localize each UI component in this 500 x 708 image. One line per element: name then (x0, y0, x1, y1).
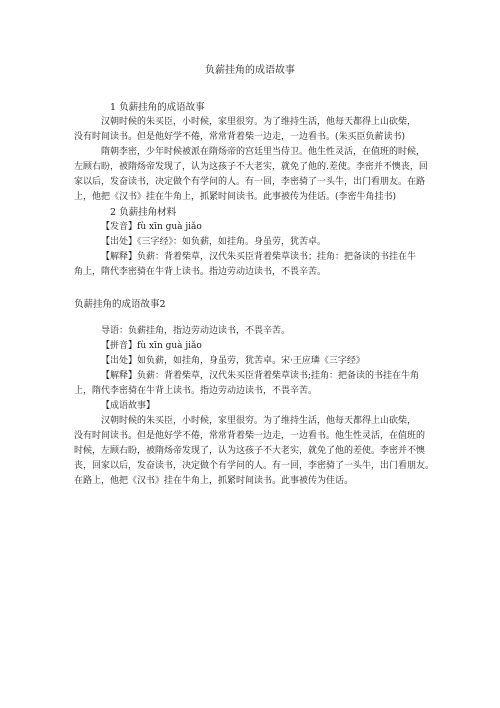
pinyin-line: 【拼音】fù xīn guà jiǎo (101, 341, 202, 351)
story-line: 没有时间读书。但是他好学不倦，常常背着柴一边走，一边看书。他生性灵活，在值班的 (74, 431, 426, 441)
section-1 (74, 100, 428, 280)
paragraph-line: 隋朝李密，少年时候被派在隋炀帝的宫廷里当侍卫。他生性灵活，在值班的时候， (101, 147, 426, 157)
source-line: 【出处】如负薪，如挂角，身虽劳，犹苦卓。宋·王应璘《三字经》 (101, 356, 365, 366)
section-1-subheading: 2 负薪挂角材料 (110, 207, 177, 218)
story-line: 汉朝时候的朱买臣，小时候，家里很穷。为了维持生活，他每天都得上山砍柴， (101, 416, 417, 426)
source-line: 【出处】《三字经》：如负薪，如挂角。身虽劳，犹苦卓。 (101, 237, 327, 247)
explanation-line: 【解释】负薪：背着柴草，汉代朱买臣背着柴草读书;挂角：把备读的书挂在牛角 (101, 371, 420, 381)
paragraph-line: 汉朝时候的朱买臣，小时候，家里很穷。为了维持生活，他每天都得上山砍柴， (101, 117, 417, 127)
story-line: 时候，左顾右盼，被隋炀帝发现了，认为这孩子不大老实，就免了他的差使。李密并不懊 (74, 446, 426, 456)
document-title: 负薪挂角的成语故事 (205, 65, 295, 76)
story-line: 在路上，他把《汉书》挂在牛角上，抓紧时间读书。此事被传为佳话。 (74, 476, 354, 486)
story-label: 【成语故事】 (101, 401, 156, 411)
paragraph-line: 左顾右盼，被隋炀帝发现了，认为这孩子不大老实，就免了他的.差使。李密并不懊丧，回 (74, 162, 428, 172)
explanation-line: 上，隋代李密骑在牛背上读书。指边劳动边读书，不畏辛苦。 (74, 386, 318, 396)
section-1-heading: 1 负薪挂角的成语故事 (110, 102, 205, 113)
section-2 (74, 324, 435, 489)
paragraph-line: 上，他把《汉书》挂在牛角上，抓紧时间读书。此事被传为佳话。(李密牛角挂书) (74, 192, 397, 202)
pinyin-line: 【发音】fù xīn guà jiǎo (101, 222, 202, 232)
section-2-heading: 负薪挂角的成语故事2 (74, 299, 166, 310)
section-2-heading-block (74, 297, 424, 312)
story-line: 丧，回家以后，发奋读书，决定做个有学问的人。有一回，李密骑了一头牛，出门看朋友。 (74, 461, 435, 471)
guide-line: 导语：负薪挂角，指边劳动边读书，不畏辛苦。 (101, 326, 291, 336)
explanation-line: 【解释】负薪：背着柴草，汉代朱买臣背着柴草读书；挂角：把备读的书挂在牛 (101, 252, 417, 262)
explanation-line: 角上，隋代李密骑在牛背上读书。指边劳动边读书，不畏辛苦。 (74, 267, 327, 277)
paragraph-line: 没有时间读书。但是他好学不倦，常常背着柴一边走，一边看书。(朱买臣负薪读书) (74, 132, 406, 142)
paragraph-line: 家以后，发奋读书，决定做个有学问的人。有一回，李密骑了一头牛，出门看朋友。在路 (74, 177, 426, 187)
